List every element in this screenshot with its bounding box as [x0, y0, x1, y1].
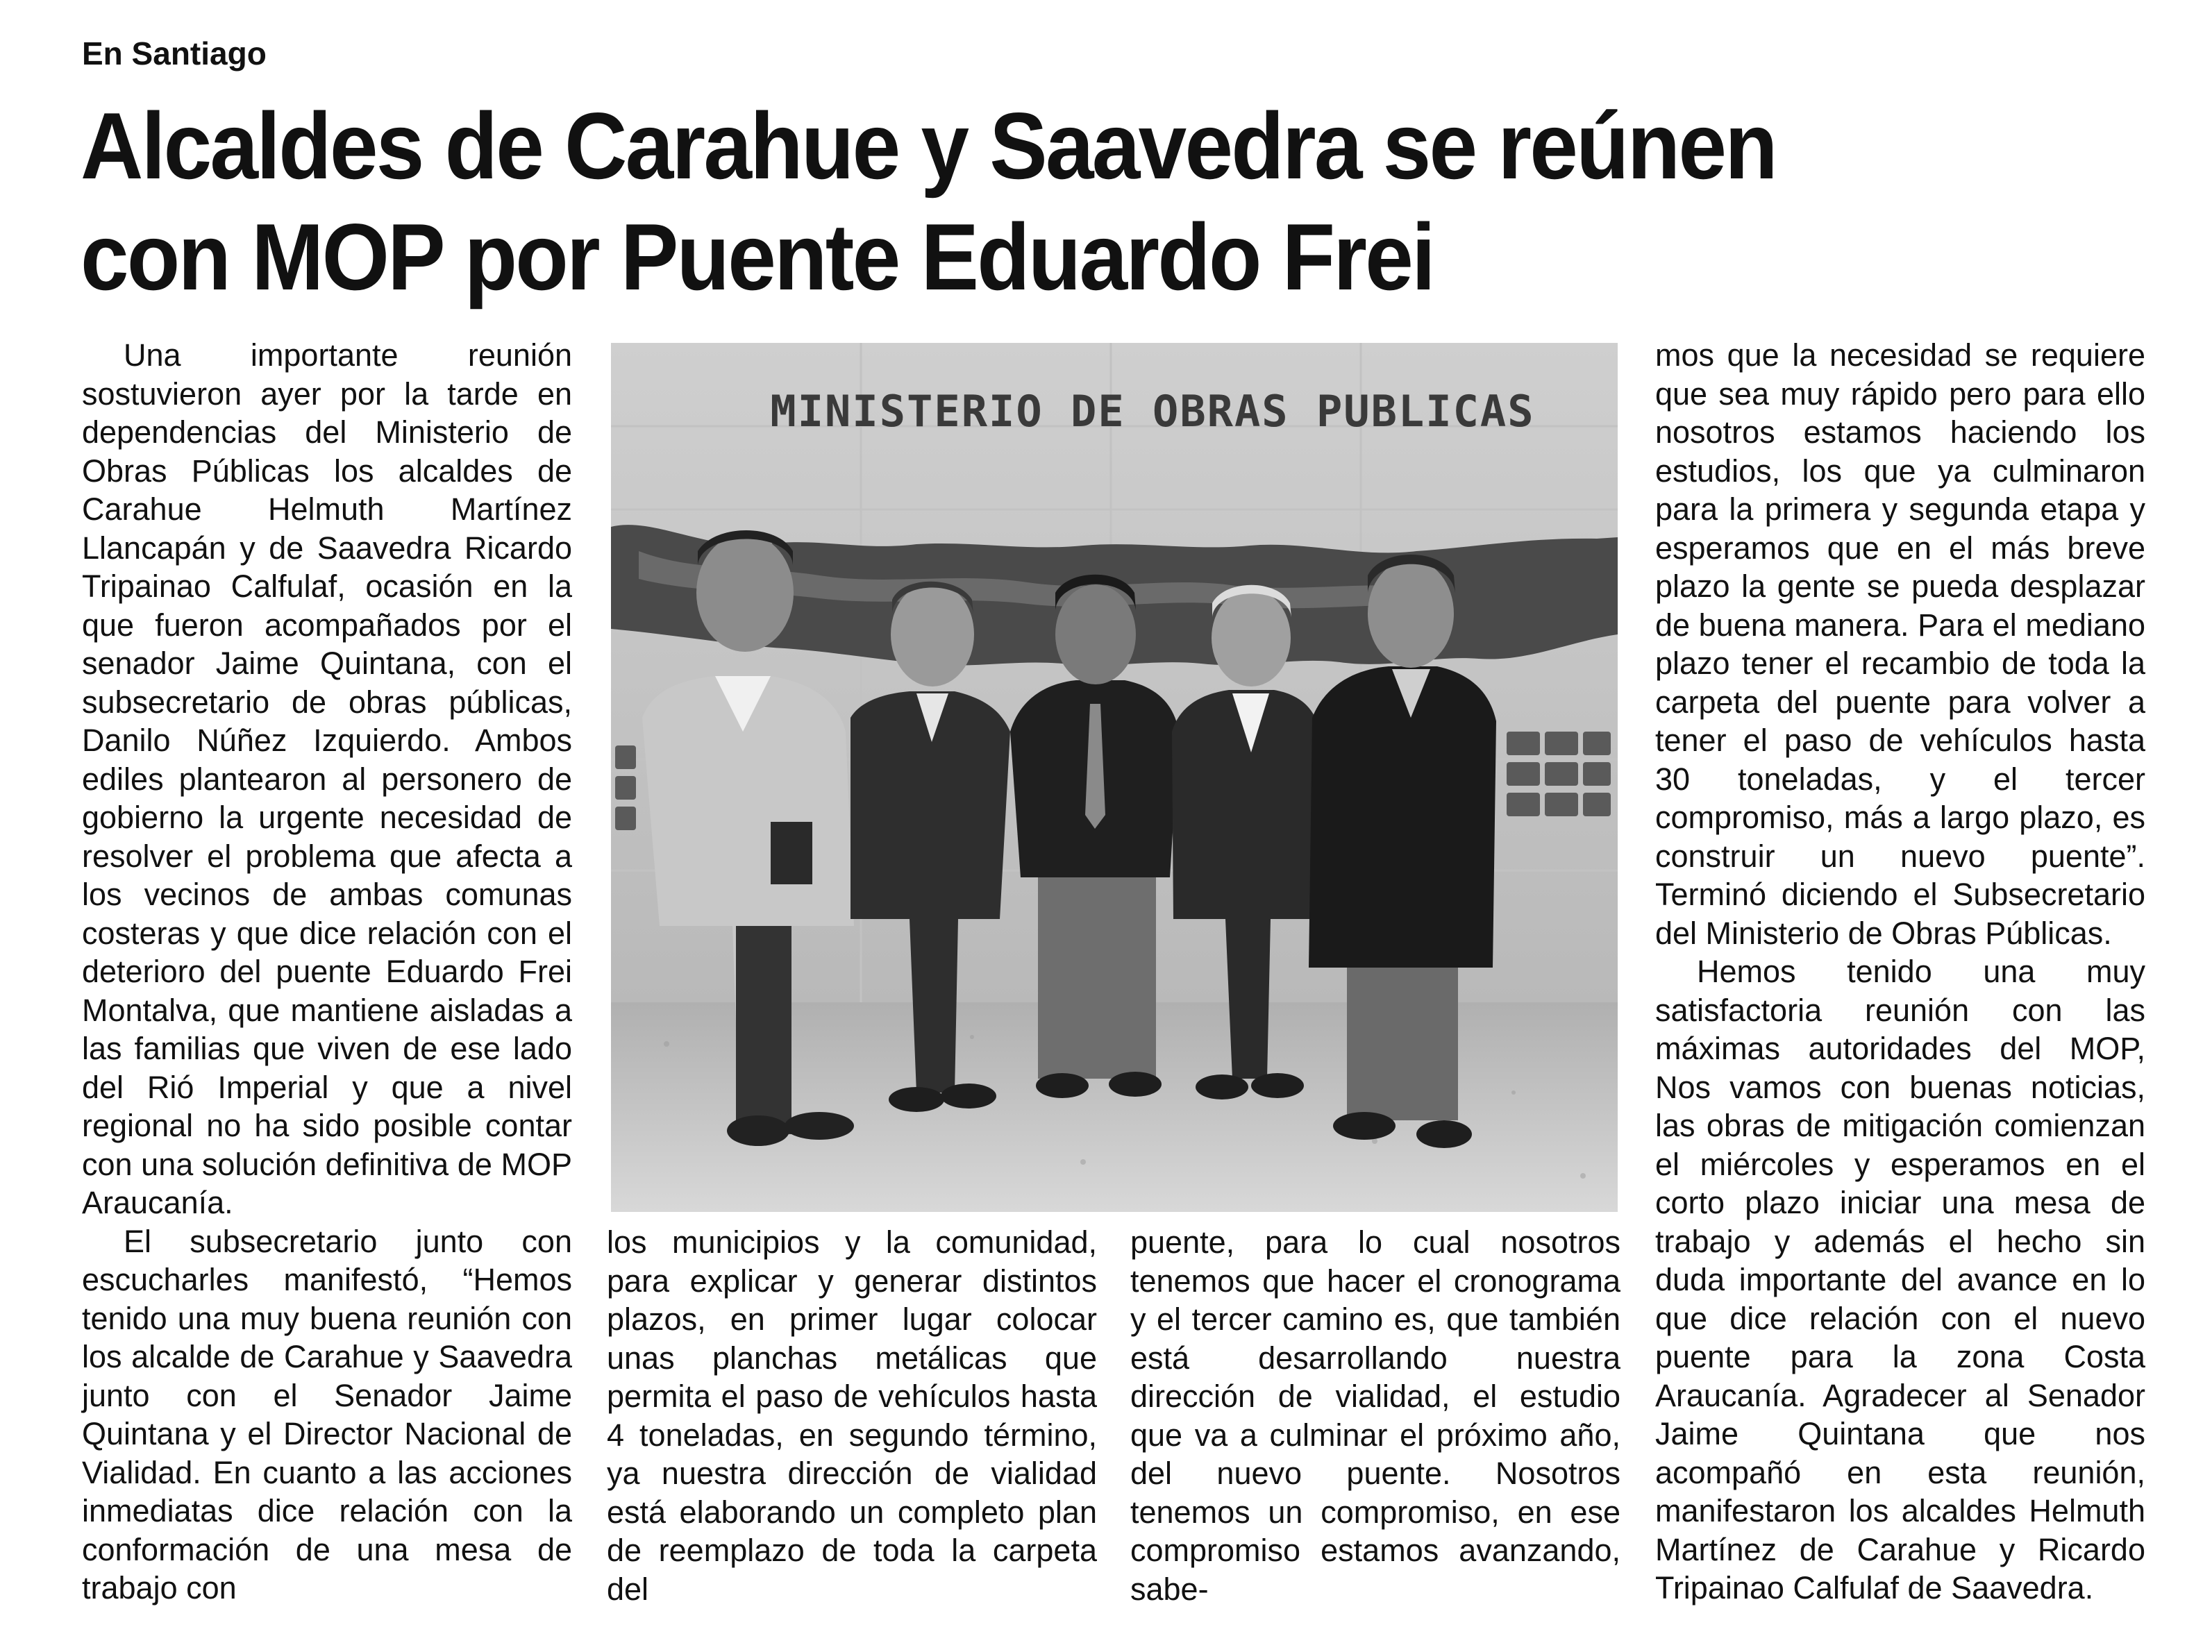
paragraph: Una importante reunión sostuvieron ayer por la tarde en dependencias del Ministerio de Obras Públicas los alcaldes de Carahue Helmuth Martínez Llancapán y de Saavedra Ricardo Tripainao Calfulaf, ocasión en la que fueron acompañados por el senador Jaime Quintana, con el subsecretario de obras públicas, Danilo Núñez Izquierdo. Ambos ediles plantearon al personero de gobierno la urgente necesidad de resolver el problema que afecta a los vecinos de ambas comunas costeras y que dice relación con el deterioro del puente Eduardo Frei Montalva, que mantiene aisladas a las familias que viven de ese lado del Rió Imperial y que a nivel regional no ha sido posible contar con una solución definitiva de MOP Araucanía.	[82, 337, 572, 1220]
article-column-4	[1655, 336, 2145, 1608]
paragraph: mos que la necesidad se requiere que sea muy rápido pero para ello nosotros estamos haciendo los estudios, los que ya culminaron para la primera y segunda etapa y esperamos que en el más breve plazo la gente se pueda desplazar de buena manera. Para el mediano plazo tener el recambio de toda la carpeta del puente para volver a tener el paso de vehículos hasta 30 toneladas, y el tercer compromiso, más a largo plazo, es construir un nuevo puente”. Terminó diciendo el Subsecretario del Ministerio de Obras Públicas.	[1655, 337, 2145, 951]
headline-line-2: con MOP por Puente Eduardo Frei	[81, 204, 1434, 310]
headline-line-1: Alcaldes de Carahue y Saavedra se reúnen	[81, 93, 1776, 199]
article-column-3	[1130, 1223, 1620, 1608]
news-photo	[611, 343, 1618, 1212]
paragraph: El subsecretario junto con escucharles manifestó, “Hemos tenido una muy buena reunión con los alcalde de Carahue y Saavedra junto con el Senador Jaime Quintana y el Director Nacional de Vialidad. En cuanto a las acciones inmediatas dice relación con la conformación de una mesa de trabajo con	[82, 1223, 572, 1605]
article-column-1	[82, 336, 572, 1608]
paragraph: puente, para lo cual nosotros tenemos que hacer el cronograma y el tercer camino es, que también está desarrollando nuestra dirección de vialidad, el estudio que va a culminar el próximo año, del nuevo puente. Nosotros tenemos un compromiso, en ese compromiso estamos avanzando, sabe-	[1130, 1224, 1620, 1607]
article-column-2	[607, 1223, 1097, 1608]
headline	[81, 90, 1805, 312]
paragraph: Hemos tenido una muy satisfactoria reunión con las máximas autoridades del MOP, Nos vamos con buenas noticias, las obras de mitigación comienzan el miércoles y esperamos en el corto plazo iniciar una mesa de trabajo y además el hecho sin duda importante del avance en lo que dice relación con el nuevo puente para la zona Costa Araucanía. Agradecer al Senador Jaime Quintana que nos acompañó en esta reunión, manifestaron los alcaldes Helmuth Martínez de Carahue y Ricardo Tripainao Calfulaf de Saavedra.	[1655, 954, 2145, 1605]
paragraph: los municipios y la comunidad, para explicar y generar distintos plazos, en primer lugar colocar unas planchas metálicas que permita el paso de vehículos hasta 4 toneladas, en segundo término, ya nuestra dirección de vialidad está elaborando un completo plan de reemplazo de toda la carpeta del	[607, 1224, 1097, 1607]
wall-sign: MINISTERIO DE OBRAS PUBLICAS	[770, 386, 1535, 437]
section-kicker: En Santiago	[82, 35, 267, 71]
